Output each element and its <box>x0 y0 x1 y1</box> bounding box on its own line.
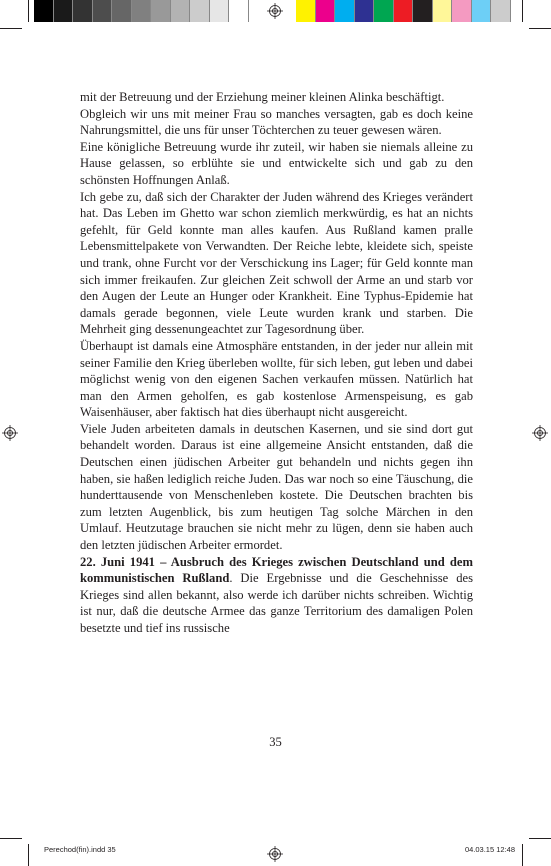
slug-filename: Perechod(fin).indd 35 <box>44 845 116 854</box>
color-swatch <box>171 0 191 22</box>
section-heading: 22. Juni 1941 – Ausbruch des Krieges zwischen Deutschland und dem kommunistischen Rußland <box>80 554 473 586</box>
crop-mark <box>522 844 523 866</box>
color-swatch <box>34 0 54 22</box>
color-swatch <box>394 0 414 22</box>
paragraph: Eine königliche Betreuung wurde ihr zuteil, wir haben sie niemals alleine zu Hause gelassen, so erblühte sie und entwickelte sich und gab zu den schönsten Hoffnungen Anlaß. <box>80 139 473 187</box>
color-swatch <box>73 0 93 22</box>
paragraph: Obgleich wir uns mit meiner Frau so manches versagten, gab es doch keine Nahrungsmittel, die uns für unser Töchterchen zu teuer gewesen wären. <box>80 106 473 138</box>
grayscale-color-bar <box>34 0 249 22</box>
color-swatch <box>374 0 394 22</box>
paragraph <box>80 554 473 637</box>
crop-mark <box>28 0 29 22</box>
color-swatch <box>296 0 316 22</box>
registration-mark-icon <box>2 425 18 441</box>
color-swatch <box>151 0 171 22</box>
color-swatch <box>190 0 210 22</box>
color-swatch <box>93 0 113 22</box>
crop-mark <box>529 28 551 29</box>
color-swatch <box>472 0 492 22</box>
color-swatch <box>132 0 152 22</box>
crop-mark <box>529 838 551 839</box>
color-swatch <box>210 0 230 22</box>
page-number: 35 <box>269 735 282 749</box>
crop-mark <box>28 844 29 866</box>
color-swatch <box>316 0 336 22</box>
color-swatch <box>229 0 249 22</box>
registration-mark-icon <box>532 425 548 441</box>
paragraph: Ich gebe zu, daß sich der Charakter der Juden während des Krieges verändert hat. Das Leben im Ghetto war schon ziemlich merkwürdig, es hat an nichts gefehlt, für Geld konnte man alles kaufen. Aus Rußland kamen pralle Lebensmittelpakete von Verwandten. Der Reiche lebte, kleidete sich, speiste und trank, ohne Furcht vor der Verschickung ins Lager; für Geld konnte man sich immer freikaufen. Zur gleichen Zeit schwoll der Arme an und starb vor den Augen der Leute an Hunger oder Krankheit. Eine Typhus-Epidemie hat damals gerade begonnen, viele Leute wurden krank und starben. Die Mehrheit ging dessenungeachtet zur Tagesordnung über. <box>80 189 473 337</box>
crop-mark <box>522 0 523 22</box>
color-swatch <box>413 0 433 22</box>
color-swatch <box>335 0 355 22</box>
color-swatch <box>112 0 132 22</box>
registration-mark-icon <box>267 3 283 19</box>
paragraph: Überhaupt ist damals eine Atmosphäre entstanden, in der jeder nur allein mit seiner Familie den Krieg überleben wollte, für sich leben, gut leben und dabei möglichst wenig von den eigenen Sachen verkaufen müssen. Natürlich hat man den Armen geholfen, es gab kostenlose Armenspeisung, es gab Waisenhäuser, aber faktisch hat dies überhaupt nicht ausgereicht. <box>80 338 473 420</box>
crop-mark <box>0 28 22 29</box>
slug-datetime: 04.03.15 12:48 <box>464 845 515 854</box>
color-swatch <box>54 0 74 22</box>
paragraph: Viele Juden arbeiteten damals in deutschen Kasernen, und sie sind dort gut behandelt worden. Daraus ist eine allgemeine Ansicht entstanden, daß die Deutschen einen jüdischen Arbeiter gut behandeln und nichts gegen ihn haben, sie haßen lediglich reiche Juden. Das war noch so eine Täuschung, die hunderttausende von Menschenleben kostete. Die Deutschen brachten bis zum letzten Augenblick, bis zum heutigen Tag solche Märchen in den Umlauf. Heutzutage brauchen sie nicht mehr zu lügen, denn sie haben auch den letzten jüdischen Arbeiter ermordet. <box>80 421 473 553</box>
process-color-bar <box>296 0 511 22</box>
color-swatch <box>491 0 511 22</box>
color-swatch <box>452 0 472 22</box>
color-swatch <box>355 0 375 22</box>
color-swatch <box>433 0 453 22</box>
registration-mark-icon <box>267 846 283 862</box>
crop-mark <box>0 838 22 839</box>
paragraph: mit der Betreuung und der Erziehung meiner kleinen Alinka beschäftigt. <box>80 90 445 104</box>
body-text <box>80 89 473 637</box>
paragraph-continuation: . Die Ergebnisse und die Geschehnisse des Krieges sind allen bekannt, also werde ich darüber nichts schreiben. Wichtig ist nur, daß die deutsche Armee das ganze Territorium des damaligen Polen besetzte und tief ins russische <box>80 571 473 635</box>
